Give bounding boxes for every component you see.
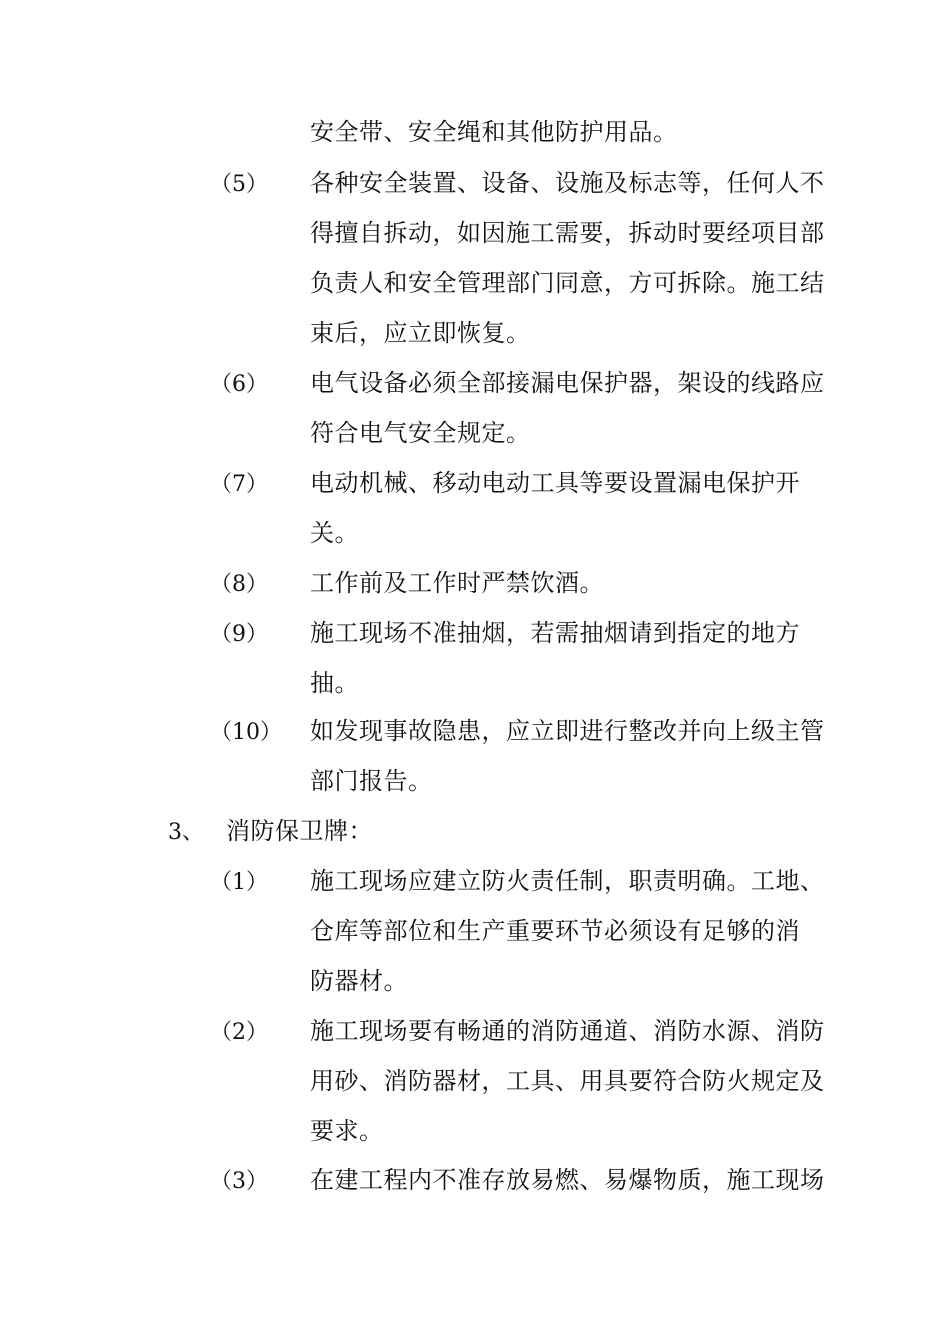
text-line: 要求。 bbox=[310, 1117, 384, 1145]
text-line: 施工现场要有畅通的消防通道、消防水源、消防 bbox=[310, 1017, 825, 1045]
item-number: （6） bbox=[210, 372, 268, 397]
item-number: （1） bbox=[210, 870, 268, 895]
text-line: 在建工程内不准存放易燃、易爆物质，施工现场 bbox=[310, 1166, 825, 1194]
text-line: 电气设备必须全部接漏电保护器，架设的线路应 bbox=[310, 369, 825, 397]
item-number: （9） bbox=[210, 622, 268, 647]
text-line: 负责人和安全管理部门同意，方可拆除。施工结 bbox=[310, 269, 825, 297]
text-line: 电动机械、移动电动工具等要设置漏电保护开 bbox=[310, 469, 800, 497]
text-line: 如发现事故隐患，应立即进行整改并向上级主管 bbox=[310, 717, 825, 745]
text-line: 施工现场不准抽烟，若需抽烟请到指定的地方 bbox=[310, 619, 800, 647]
item-number: （10） bbox=[210, 720, 282, 745]
section-number: 3、 bbox=[168, 820, 204, 845]
text-line: 施工现场应建立防火责任制，职责明确。工地、 bbox=[310, 867, 825, 895]
text-line: 抽。 bbox=[310, 669, 359, 697]
item-number: （7） bbox=[210, 472, 268, 497]
text-line: 束后，应立即恢复。 bbox=[310, 319, 531, 347]
text-line: 用砂、消防器材，工具、用具要符合防火规定及 bbox=[310, 1067, 825, 1095]
text-line: 关。 bbox=[310, 519, 359, 547]
item-number: （5） bbox=[210, 172, 268, 197]
item-number: （2） bbox=[210, 1020, 268, 1045]
text-line: 各种安全装置、设备、设施及标志等，任何人不 bbox=[310, 169, 825, 197]
text-line: 安全带、安全绳和其他防护用品。 bbox=[310, 118, 678, 146]
text-line: 仓库等部位和生产重要环节必须设有足够的消 bbox=[310, 917, 800, 945]
text-line: 防器材。 bbox=[310, 967, 408, 995]
text-line: 工作前及工作时严禁饮酒。 bbox=[310, 569, 604, 597]
item-number: （3） bbox=[210, 1169, 268, 1194]
text-line: 得擅自拆动，如因施工需要，拆动时要经项目部 bbox=[310, 219, 825, 247]
section-heading: 消防保卫牌： bbox=[226, 817, 373, 845]
item-number: （8） bbox=[210, 572, 268, 597]
text-line: 符合电气安全规定。 bbox=[310, 419, 531, 447]
text-line: 部门报告。 bbox=[310, 767, 433, 795]
